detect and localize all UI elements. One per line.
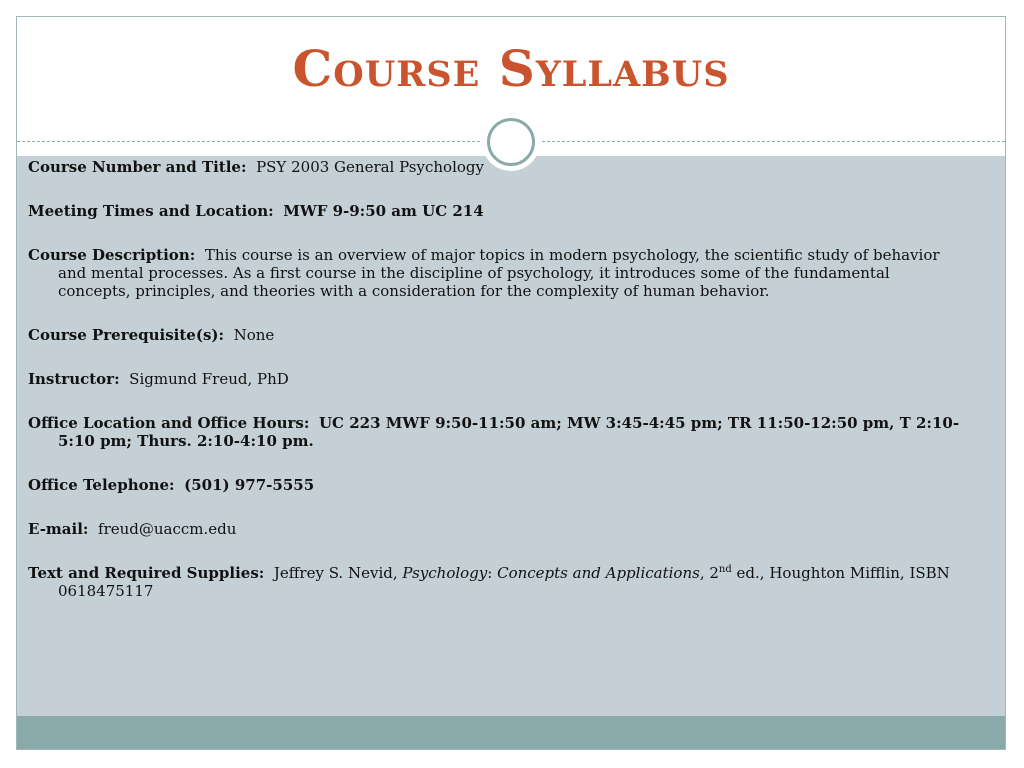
slide-title: Course Syllabus [292, 39, 730, 98]
entry-label: Office Telephone: [28, 476, 175, 494]
entry-value: None [233, 326, 275, 344]
book-subtitle: Concepts and Applications [497, 564, 700, 582]
entry-label: Course Description: [28, 246, 196, 264]
edition-superscript: nd [718, 564, 732, 575]
entry-email [28, 520, 963, 538]
entry-text [28, 564, 963, 600]
book-title: Psychology [402, 564, 488, 582]
entry-value: Sigmund Freud, PhD [129, 370, 289, 388]
entry-course-number [28, 158, 963, 176]
book-title-colon: : [487, 564, 493, 582]
entry-label: Text and Required Supplies: [28, 564, 265, 582]
entry-value: MWF 9-9:50 am UC 214 [283, 202, 484, 220]
entry-value: (501) 977-5555 [184, 476, 315, 494]
entry-label: E-mail: [28, 520, 89, 538]
entry-prerequisites [28, 326, 963, 344]
entry-label: Instructor: [28, 370, 120, 388]
entry-value: freud@uaccm.edu [98, 520, 237, 538]
entry-office [28, 414, 963, 450]
entry-meeting [28, 202, 963, 220]
entry-telephone [28, 476, 963, 494]
entry-label: Office Location and Office Hours: [28, 414, 310, 432]
publisher-info: ed., Houghton Mifflin, ISBN 0618475117 [58, 564, 950, 600]
entry-instructor [28, 370, 963, 388]
entry-value: UC 223 MWF 9:50-11:50 am; MW 3:45-4:45 pm; TR 11:50-12:50 pm, T 2:10-5:10 pm; Thurs. 2:10-4:10 pm. [58, 414, 960, 450]
entry-description [28, 246, 963, 300]
entry-value: This course is an overview of major topics in modern psychology, the scientific study of behavior and mental processes. As a first course in the discipline of psychology, it introduces some of the fundamental concepts, principles, and theories with a consideration for the complexity of human behavior. [58, 246, 940, 300]
entry-label: Meeting Times and Location: [28, 202, 274, 220]
entry-label: Course Prerequisite(s): [28, 326, 225, 344]
entry-value: PSY 2003 General Psychology [256, 158, 484, 176]
footer-bar [17, 716, 1005, 750]
syllabus-entries [28, 158, 963, 626]
edition-number: , 2 [699, 564, 719, 582]
entry-label: Course Number and Title: [28, 158, 247, 176]
text-author: Jeffrey S. Nevid, [273, 564, 398, 582]
